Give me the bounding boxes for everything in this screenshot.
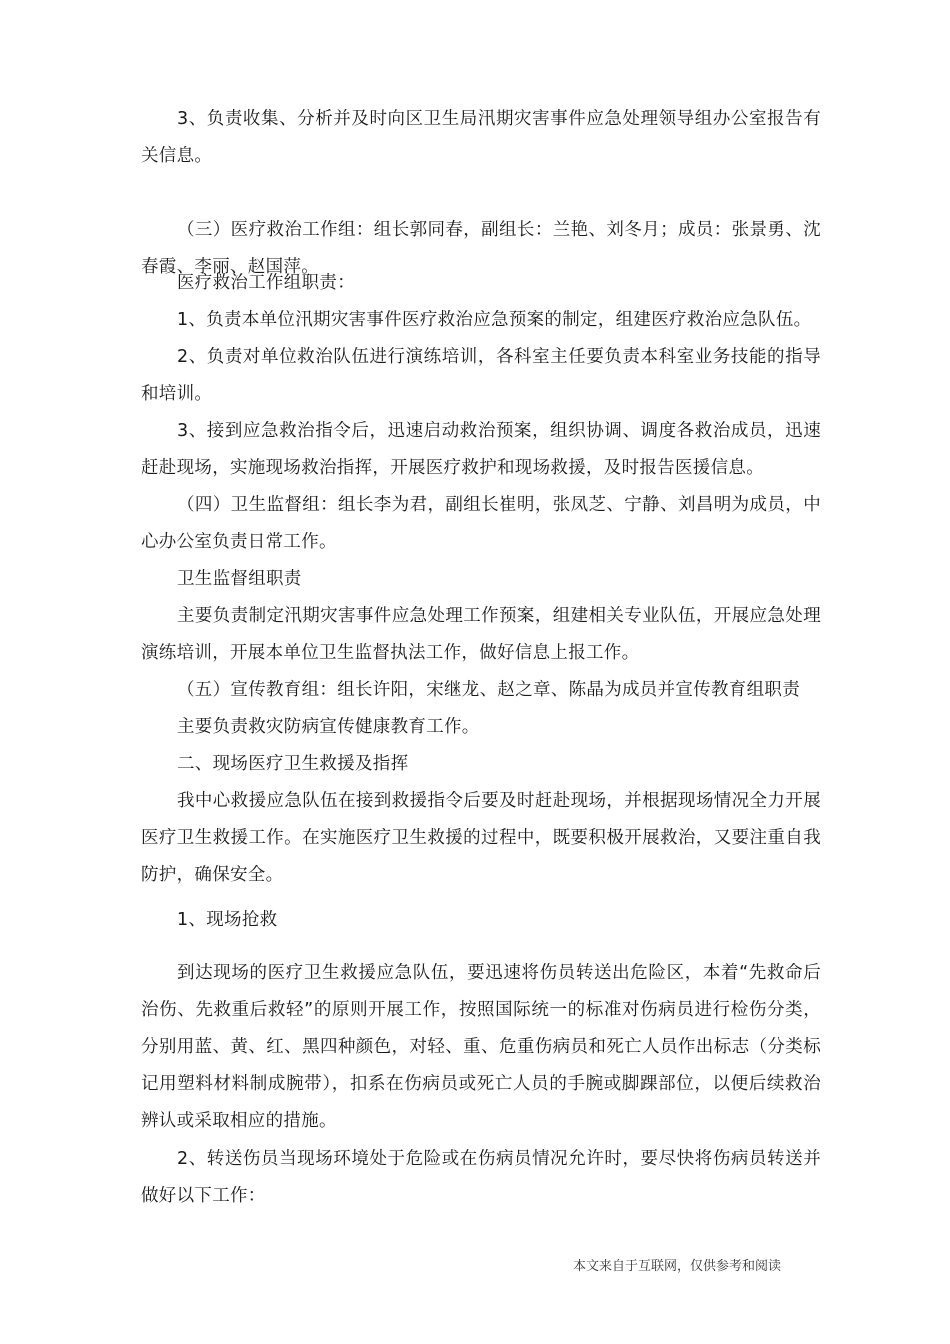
paragraph-rescue-overview: 我中心救援应急队伍在接到救援指令后要及时赶赴现场，并根据现场情况全力开展医疗卫生救援工作。在实施医疗卫生救援的过程中，既要积极开展救治，又要注重自我防护，确保安全。 (141, 791, 821, 885)
paragraph-medical-team: （三）医疗救治工作组：组长郭同春，副组长：兰艳、刘冬月；成员：张景勇、沈春霞、李丽、赵国萍。 (141, 220, 821, 277)
paragraph-publicity-team: （五）宣传教育组：组长许阳，宋继龙、赵之章、陈晶为成员并宣传教育组职责 (177, 680, 800, 700)
paragraph-publicity-duties: 主要负责救灾防病宣传健康教育工作。 (177, 717, 480, 737)
section-heading-rescue: 二、现场医疗卫生救援及指挥 (177, 754, 409, 774)
paragraph-medical-duty-3: 3、接到应急救治指令后，迅速启动救治预案，组织协调、调度各救治成员，迅速赶赴现场，实施现场救治指挥，开展医疗救护和现场救援，及时报告医援信息。 (141, 421, 821, 478)
paragraph-medical-duties-heading: 医疗救治工作组职责： (177, 273, 355, 293)
paragraph-item-3-report: 3、负责收集、分析并及时向区卫生局汛期灾害事件应急处理领导组办公室报告有关信息。 (141, 109, 821, 166)
footer-note: 本文来自于互联网，仅供参考和阅读 (573, 1259, 782, 1274)
subheading-onsite-rescue: 1、现场抢救 (177, 910, 278, 930)
paragraph-medical-duty-2: 2、负责对单位救治队伍进行演练培训，各科室主任要负责本科室业务技能的指导和培训。 (141, 347, 821, 404)
paragraph-supervision-duties: 主要负责制定汛期灾害事件应急处理工作预案，组建相关专业队伍，开展应急处理演练培训，开展本单位卫生监督执法工作，做好信息上报工作。 (141, 606, 821, 663)
paragraph-supervision-team: （四）卫生监督组：组长李为君，副组长崔明，张凤芝、宁静、刘昌明为成员，中心办公室负责日常工作。 (141, 495, 821, 552)
paragraph-supervision-duties-heading: 卫生监督组职责 (177, 569, 302, 589)
paragraph-medical-duty-1: 1、负责本单位汛期灾害事件医疗救治应急预案的制定，组建医疗救治应急队伍。 (177, 310, 812, 330)
paragraph-onsite-rescue: 到达现场的医疗卫生救援应急队伍，要迅速将伤员转送出危险区，本着“先救命后治伤、先救重后救轻”的原则开展工作，按照国际统一的标准对伤病员进行检伤分类，分别用蓝、黄、红、黑四种颜色，对轻、重、危重伤病员和死亡人员作出标志（分类标记用塑料材料制成腕带），扣系在伤病员或死亡人员的手腕或脚踝部位，以便后续救治辨认或采取相应的措施。 (141, 963, 821, 1131)
paragraph-transfer-wounded: 2、转送伤员当现场环境处于危险或在伤病员情况允许时，要尽快将伤病员转送并做好以下工作： (141, 1149, 821, 1206)
